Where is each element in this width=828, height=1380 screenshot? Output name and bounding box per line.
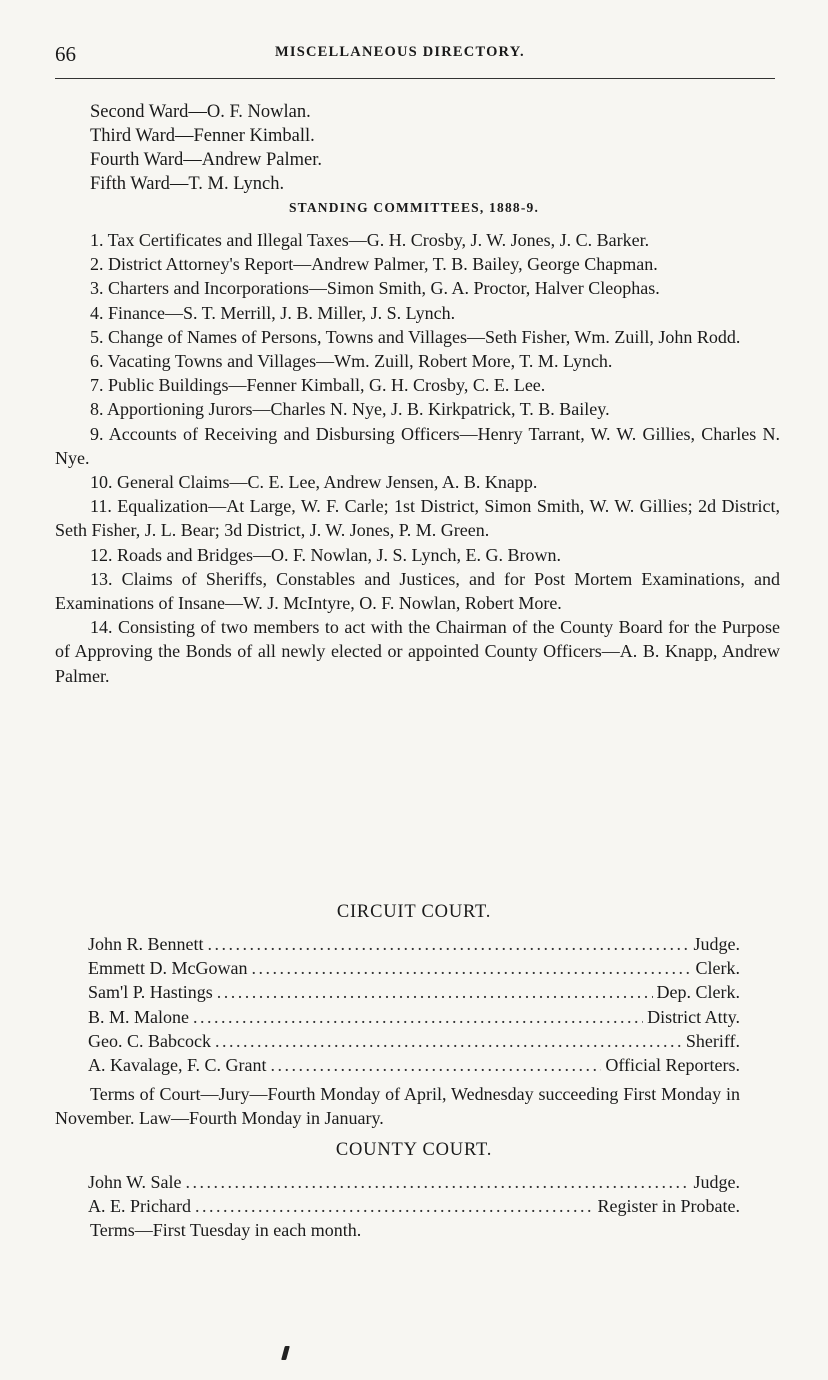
dot-leader [271,1053,602,1077]
committee-entry: 9. Accounts of Receiving and Disbursing Officers—Henry Tarrant, W. W. Gillies, Charles N. Nye. [55,423,780,468]
committee-entry: 6. Vacating Towns and Villages—Wm. Zuill, Robert More, T. M. Lynch. [90,351,613,372]
ward-entry: Fifth Ward—T. M. Lynch. [90,174,285,194]
officer-title: Clerk. [695,958,740,979]
dot-leader [251,956,691,980]
officer-title: Sheriff. [685,1030,740,1051]
officer-name: A. Kavalage, F. C. Grant [88,1054,267,1075]
dot-leader [186,1170,690,1194]
officer-title: Register in Probate. [597,1196,740,1217]
officer-title: District Atty. [647,1006,740,1027]
committee-entry: 1. Tax Certificates and Illegal Taxes—G. H. Crosby, J. W. Jones, J. C. Barker. [90,230,650,250]
county-court-heading: COUNTY COURT. [335,1140,493,1160]
officer-name: A. E. Prichard [88,1196,191,1217]
dot-leader [208,932,690,956]
running-title: MISCELLANEOUS DIRECTORY. [275,44,525,60]
officer-name: Emmett D. McGowan [88,958,248,979]
dot-leader [195,1194,594,1218]
ward-entry: Third Ward—Fenner Kimball. [90,126,315,146]
officer-name: Geo. C. Babcock [88,1030,211,1051]
circuit-court-officers [88,932,740,1077]
officer-name: John W. Sale [88,1172,182,1192]
circuit-court-heading: CIRCUIT COURT. [336,902,492,922]
committee-entry: 3. Charters and Incorporations—Simon Smith, G. A. Proctor, Halver Cleophas. [90,278,660,299]
officer-row [88,980,740,1004]
officer-title: Official Reporters. [605,1054,740,1075]
officer-row [88,1029,740,1053]
county-court-officers [88,1170,740,1218]
ward-entry: Fourth Ward—Andrew Palmer. [90,150,322,170]
officer-title: Judge. [693,934,740,954]
ward-entry: Second Ward—O. F. Nowlan. [90,102,311,122]
ink-mark [281,1346,290,1360]
officer-row [88,1170,740,1194]
committee-entry: 4. Finance—S. T. Merrill, J. B. Miller, J. S. Lynch. [90,302,456,323]
officer-row [88,1194,740,1218]
committee-entry: 8. Apportioning Jurors—Charles N. Nye, J. B. Kirkpatrick, T. B. Bailey. [90,399,610,420]
committee-entry: 12. Roads and Bridges—O. F. Nowlan, J. S. Lynch, E. G. Brown. [90,544,562,565]
committee-entry: 5. Change of Names of Persons, Towns and Villages—Seth Fisher, Wm. Zuill, John Rodd. [90,326,741,347]
committees-heading: STANDING COMMITTEES, 1888-9. [288,200,540,215]
committee-entry: 14. Consisting of two members to act with the Chairman of the County Board for the Purpose of Approving the Bonds of all newly elected or appointed County Officers—A. B. Knapp, Andrew Palmer. [55,617,780,686]
officer-row [88,1005,740,1029]
committee-entry: 10. General Claims—C. E. Lee, Andrew Jensen, A. B. Knapp. [90,472,538,493]
circuit-court-terms: Terms of Court—Jury—Fourth Monday of April, Wednesday succeeding First Monday in November. Law—Fourth Monday in January. [55,1084,740,1129]
county-court-terms: Terms—First Tuesday in each month. [90,1220,362,1240]
committee-entry: 2. District Attorney's Report—Andrew Palmer, T. B. Bailey, George Chapman. [90,254,658,275]
dot-leader [217,980,653,1004]
committee-entry: 7. Public Buildings—Fenner Kimball, G. H. Crosby, C. E. Lee. [90,375,546,396]
header-rule [55,78,775,79]
ward-list [90,100,750,196]
committee-entry: 11. Equalization—At Large, W. F. Carle; 1st District, Simon Smith, W. W. Gillies; 2d District, Seth Fisher, J. L. Bear; 3d District, J. W. Jones, P. M. Green. [55,496,780,541]
officer-name: B. M. Malone [88,1006,189,1027]
officer-row [88,1053,740,1077]
officer-title: Judge. [693,1172,740,1192]
officer-row [88,932,740,956]
page-header [55,42,775,72]
officer-title: Dep. Clerk. [656,982,740,1003]
dot-leader [193,1005,643,1029]
committee-entry: 13. Claims of Sheriffs, Constables and Justices, and for Post Mortem Examinations, and Examinations of Insane—W. J. McIntyre, O. F. Nowlan, Robert More. [55,568,780,614]
officer-name: Sam'l P. Hastings [88,982,213,1003]
officer-row [88,956,740,980]
dot-leader [215,1029,682,1053]
page-number: 66 [55,42,76,66]
committee-list [55,228,780,688]
officer-name: John R. Bennett [88,934,204,954]
